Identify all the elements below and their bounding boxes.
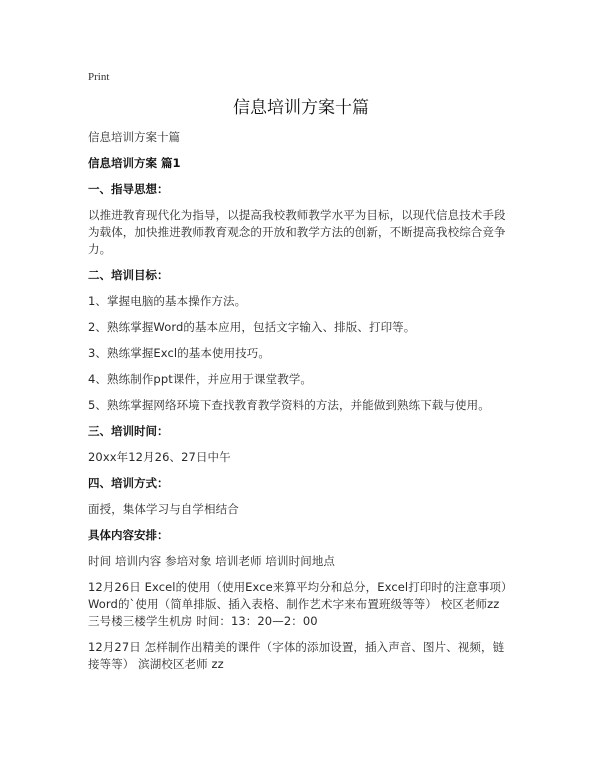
goal-item: 5、熟练掌握网络环境下查找教育教学资料的方法，并能做到熟练下载与使用。: [88, 398, 490, 412]
heading-training-goals: 二、培训目标：: [88, 268, 169, 282]
heading-guiding-ideology: 一、指导思想：: [88, 182, 169, 196]
paragraph-training-method: 面授，集体学习与自学相结合: [88, 502, 239, 516]
goal-item: 4、熟练制作ppt课件，并应用于课堂教学。: [88, 372, 313, 386]
goal-item: 2、熟练掌握Word的基本应用，包括文字输入、排版、打印等。: [88, 320, 416, 334]
paragraph-guiding-ideology: 以推进教育现代化为指导，以提高我校教师教学水平为目标，以现代信息技术手段为载体，加快推进教师教育观念的开放和教学方法的创新，不断提高我校综合竞争力。: [88, 208, 506, 256]
section-title: 信息培训方案 篇1: [88, 156, 181, 170]
schedule-item: 12月27日 怎样制作出精美的课件（字体的添加设置，插入声音、图片、视频，链接等等） 滨湖校区老师 zz: [88, 640, 505, 671]
document-page: [88, 70, 514, 682]
document-subtitle: 信息培训方案十篇: [88, 130, 180, 144]
heading-content-arrangement: 具体内容安排：: [88, 528, 169, 542]
schedule-header: 时间 培训内容 参培对象 培训老师 培训时间地点: [88, 554, 336, 568]
goal-item: 3、熟练掌握Excl的基本使用技巧。: [88, 346, 271, 360]
heading-training-time: 三、培训时间：: [88, 424, 169, 438]
paragraph-training-time: 20xx年12月26、27日中午: [88, 450, 231, 464]
goal-item: 1、掌握电脑的基本操作方法。: [88, 294, 247, 308]
schedule-item: 12月26日 Excel的使用（使用Exce来算平均分和总分，Excel打印时的注意事项）Word的`使用（简单排版、插入表格、制作艺术字来布置班级等等） 校区老师zz 三号楼三楼学生机房 时间：13：20—2：00: [88, 580, 513, 628]
print-label[interactable]: Print: [88, 71, 110, 83]
document-title: 信息培训方案十篇: [233, 98, 369, 118]
heading-training-method: 四、培训方式：: [88, 476, 169, 490]
